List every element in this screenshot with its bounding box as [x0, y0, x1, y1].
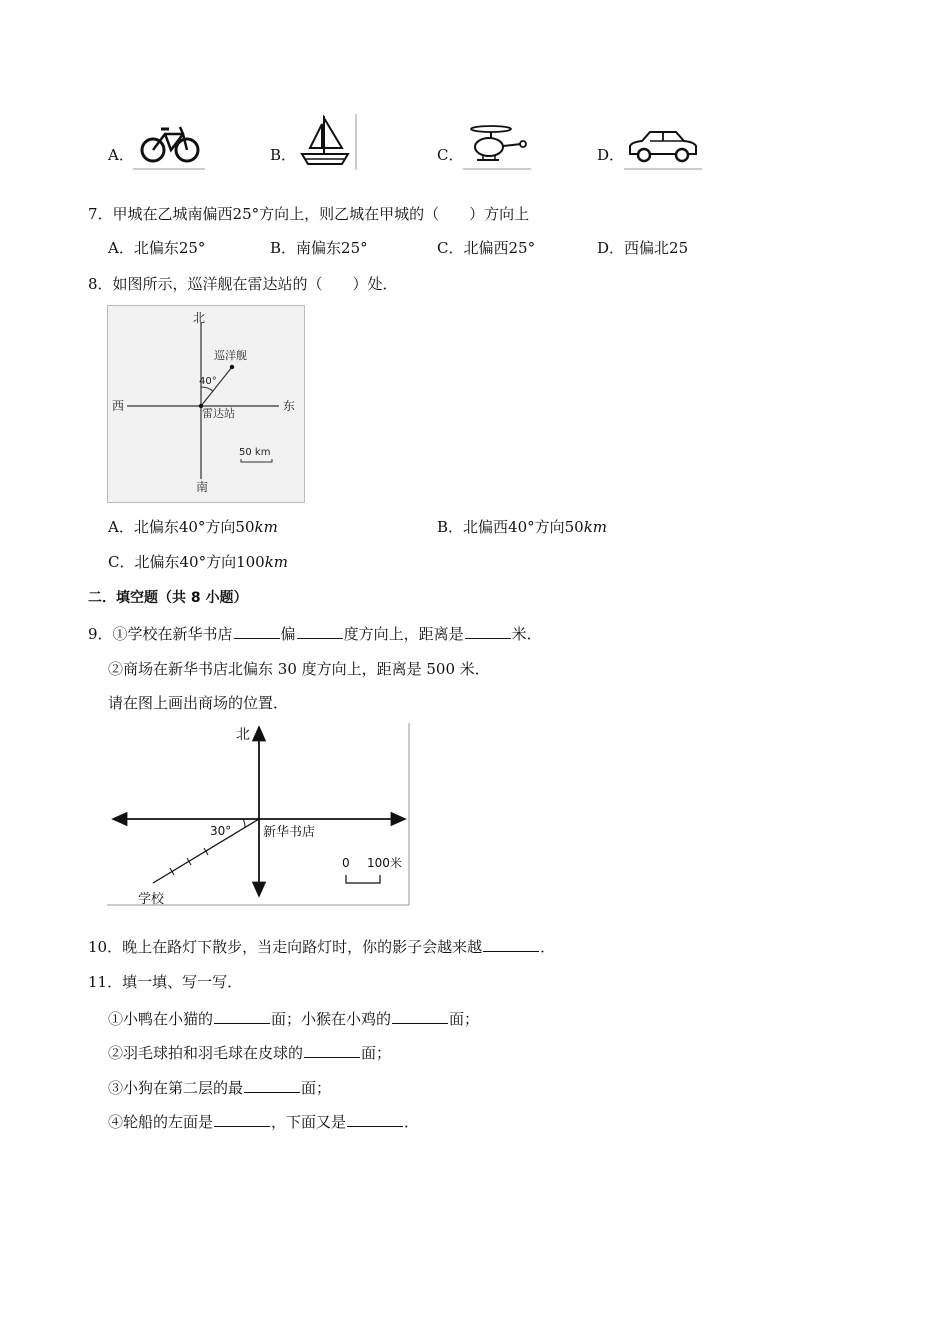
q7-option-a: A．北偏东25° — [108, 239, 206, 257]
q10-blank[interactable] — [483, 936, 539, 952]
scale-zero: 0 — [342, 856, 350, 870]
q11-line2: ②羽毛球拍和羽毛球在皮球的 面； — [108, 1044, 392, 1062]
ship-point — [230, 365, 234, 369]
section-title: 二．填空题（共 8 小题） — [88, 590, 248, 606]
bookstore-direction-diagram[interactable] — [107, 721, 412, 907]
q8-option-a: A．北偏东40°方向50km — [108, 518, 278, 536]
q7-option-c: C．北偏西25° — [437, 239, 536, 257]
q11-blank-2[interactable] — [392, 1008, 448, 1024]
north-label: 北 — [193, 311, 206, 325]
angle-label: 40° — [199, 376, 217, 387]
angle-label: 30° — [210, 824, 232, 838]
scale-label: 50 km — [239, 447, 271, 458]
q6-option-c-picture — [463, 120, 531, 174]
q8-stem: 8．如图所示，巡洋舰在雷达站的（ ）处． — [88, 275, 398, 293]
south-label: 南 — [196, 480, 209, 494]
west-label: 西 — [112, 399, 125, 413]
q11-blank-4[interactable] — [244, 1077, 300, 1093]
q9-blank-2[interactable] — [297, 623, 343, 639]
q9-blank-3[interactable] — [465, 623, 511, 639]
q11-line1: ①小鸭在小猫的 面；小猴在小鸡的 面； — [108, 1010, 480, 1028]
scale-bar — [346, 875, 380, 883]
helicopter-icon — [463, 120, 531, 170]
q7-option-b: B．南偏东25° — [270, 239, 368, 257]
q8-figure — [107, 305, 307, 509]
q9-blank-1[interactable] — [234, 623, 280, 639]
q11-line4: ④轮船的左面是 ，下面又是 ． — [108, 1113, 420, 1131]
q8-option-c: C．北偏东40°方向100km — [108, 553, 289, 571]
q10: 10．晚上在路灯下散步，当走向路灯时，你的影子会越来越 ． — [88, 938, 556, 956]
q6-option-d-picture — [624, 124, 702, 174]
q11-line3: ③小狗在第二层的最 面； — [108, 1079, 332, 1097]
q8-option-b: B．北偏西40°方向50km — [437, 518, 608, 536]
q11-blank-3[interactable] — [304, 1042, 360, 1058]
scale-label: 100米 — [367, 856, 402, 870]
q9-line2: ②商场在新华书店北偏东 30 度方向上，距离是 500 米． — [108, 660, 490, 678]
q11-blank-5[interactable] — [214, 1111, 270, 1127]
q9-line3: 请在图上画出商场的位置． — [108, 694, 289, 712]
q9-figure[interactable] — [107, 721, 412, 911]
q6-option-d-label: D． — [597, 146, 625, 164]
station-label: 雷达站 — [202, 407, 235, 420]
q11-blank-6[interactable] — [347, 1111, 403, 1127]
car-icon — [624, 124, 702, 170]
ship-label: 巡洋舰 — [214, 349, 247, 362]
q11-stem: 11．填一填、写一写． — [88, 973, 243, 991]
school-label: 学校 — [138, 892, 165, 907]
radar-direction-diagram — [107, 305, 307, 505]
sailboat-icon — [296, 112, 358, 172]
q7-stem: 7．甲城在乙城南偏西25°方向上，则乙城在甲城的（ ）方向上 — [88, 205, 530, 223]
q6-option-a-label: A． — [108, 146, 134, 164]
north-label: 北 — [236, 727, 250, 743]
east-label: 东 — [283, 399, 296, 413]
q7-option-d: D．西偏北25 — [597, 239, 689, 257]
bicycle-icon — [133, 120, 205, 170]
q6-option-b-label: B． — [270, 146, 297, 164]
q6-option-b-picture — [296, 112, 358, 176]
q6-option-c-label: C． — [437, 146, 464, 164]
q6-option-a-picture — [133, 120, 205, 174]
q11-blank-1[interactable] — [214, 1008, 270, 1024]
q9-line1: 9．①学校在新华书店 偏 度方向上，距离是 米． — [88, 625, 542, 643]
store-label: 新华书店 — [263, 825, 316, 840]
